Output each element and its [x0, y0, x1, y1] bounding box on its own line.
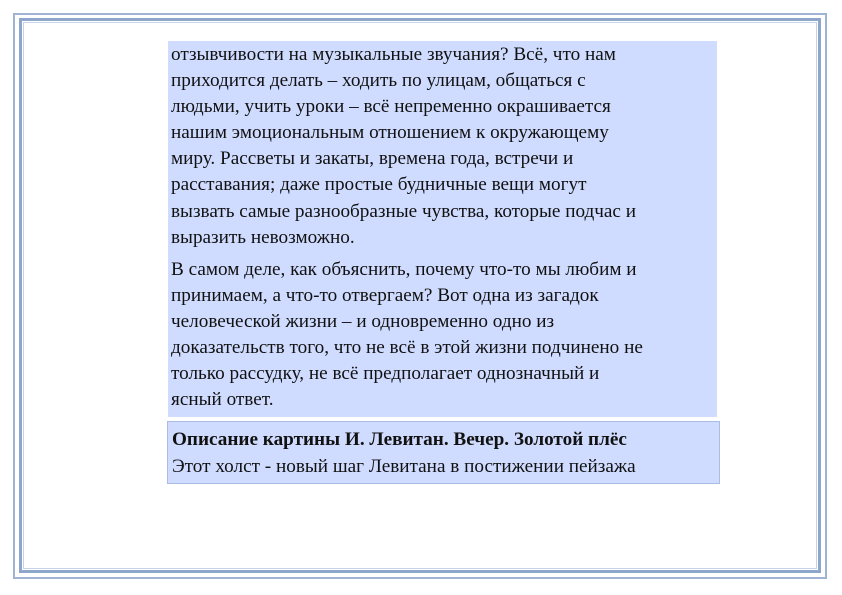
caption-text: Этот холст - новый шаг Левитана в постижении пейзажа: [172, 456, 636, 477]
main-text-block: [168, 41, 717, 417]
body-paragraph-1: отзывчивости на музыкальные звучания? Всё, что нам приходится делать – ходить по улицам, общаться с людьми, учить уроки – всё непременно окрашивается нашим эмоциональным отношением к окружающему миру. Рассветы и закаты, времена года, встречи и расставания; даже простые будничные вещи могут вызвать самые разнообразные чувства, которые подчас и выразить невозможно.: [171, 44, 637, 248]
body-paragraph-2: В самом деле, как объяснить, почему что-то мы любим и принимаем, а что-то отвергаем? Вот одна из загадок человеческой жизни – и одновременно одно из доказательств того, что не всё в этой жизни подчинено не только рассудку, не всё предполагает однозначный и ясный ответ.: [171, 258, 643, 411]
caption-title: Описание картины И. Левитан. Вечер. Золотой плёс: [172, 429, 627, 450]
caption-box: [167, 421, 720, 484]
